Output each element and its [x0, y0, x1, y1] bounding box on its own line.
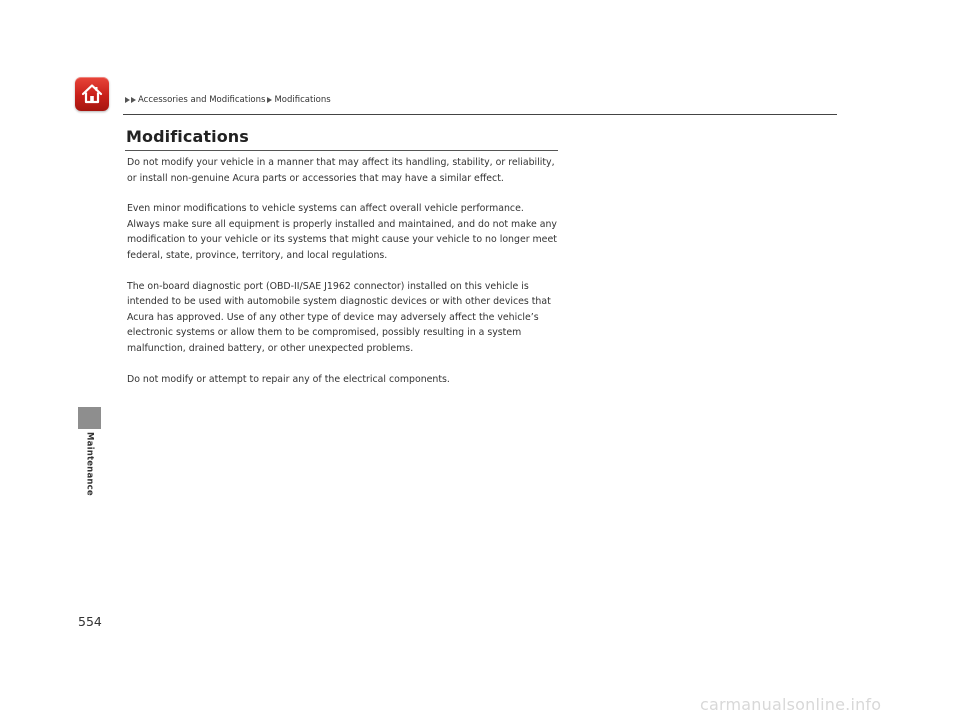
- triangle-right-icon: [125, 97, 130, 103]
- paragraph: The on-board diagnostic port (OBD-II/SAE J1962 connector) installed on this vehicle is intended to be used with automobile system diagnostic devices or with other devices that Acura has approved. Use of any other type of device may adversely affect the vehicle’s electronic systems or allow them to be compromised, possibly resulting in a system malfunction, drained battery, or other unexpected problems.: [127, 280, 551, 354]
- paragraph: Do not modify or attempt to repair any of the electrical components.: [127, 373, 450, 385]
- page-number: 554: [78, 614, 102, 629]
- page-title: Modifications: [126, 127, 249, 146]
- breadcrumb: [125, 95, 331, 105]
- watermark: carmanualsonline.info: [700, 695, 882, 714]
- triangle-right-icon: [131, 97, 136, 103]
- triangle-right-icon: [267, 97, 272, 103]
- breadcrumb-item-accessories[interactable]: Accessories and Modifications: [138, 95, 266, 105]
- paragraph: Do not modify your vehicle in a manner that may affect its handling, stability, or reliability, or install non-genuine Acura parts or accessories that may have a similar effect.: [127, 157, 555, 184]
- section-body: [127, 155, 559, 402]
- side-tab-label-wrapper: [78, 432, 101, 507]
- title-divider: [125, 150, 558, 151]
- paragraph: Even minor modifications to vehicle systems can affect overall vehicle performance. Always make sure all equipment is properly installed and maintained, and do not make any modification to your vehicle or its systems that might cause your vehicle to no longer meet federal, state, province, territory, and local regulations.: [127, 203, 557, 261]
- home-icon: [80, 82, 104, 106]
- side-tab-spacer: [78, 117, 101, 407]
- side-tab-label: Maintenance: [84, 432, 95, 496]
- header-divider: [123, 114, 837, 115]
- breadcrumb-item-modifications[interactable]: Modifications: [274, 95, 331, 105]
- home-button[interactable]: [75, 77, 109, 111]
